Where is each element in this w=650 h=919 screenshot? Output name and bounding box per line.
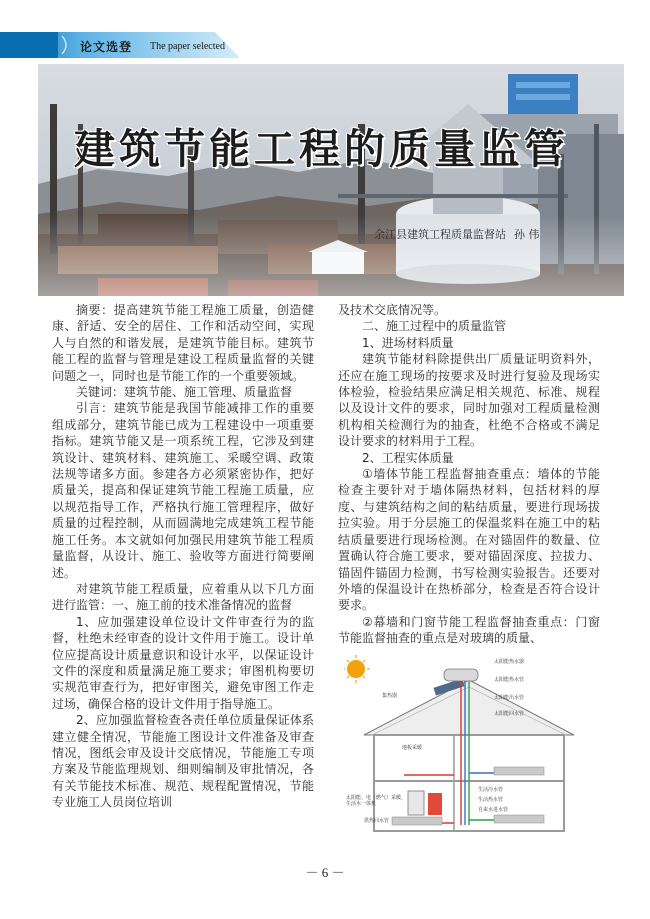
keywords-paragraph: 关键词：建筑节能、施工管理、质量监督 [76, 385, 293, 400]
quality-system-paragraph: 2、应加强监督检查各责任单位质量保证体系建立健全情况，节能施工图设计文件准备及审查情况，图纸会审及设计交底情况，节能施工专项方案及节能监理规划、细则编制及审批情况，各有关节能技术标准、规范、规程配置情况，节能专业施工人员岗位培训 [52, 713, 314, 810]
curtain-wall-paragraph: ②幕墙和门窗节能工程监督抽查重点：门窗节能监督抽查的重点是对玻璃的质量、 [338, 614, 600, 646]
figure-label-cold-water-pipe: 生活冷水管 [478, 787, 504, 793]
abstract-paragraph: 摘要：提高建筑节能工程施工质量，创造健康、舒适、安全的居住、工作和活动空间，实现人与自然的和谐发展，是建筑节能目标。建筑节能工程的监督与管理是建设工程质量监督的关键问题之一，同时也是节能工作的一个重要领域。 [52, 303, 314, 383]
figure-label-floor-heating: 地板采暖 [402, 745, 423, 751]
continuation-paragraph: 及技术交底情况等。 [338, 303, 447, 317]
author-byline [374, 226, 540, 242]
subheading-materials: 1、进场材料质量 [362, 335, 454, 350]
design-review-paragraph: 1、应加强建设单位设计文件审查行为的监督，杜绝未经审查的设计文件用于施工。设计单位应提高设计质量意识和设计水平，以保证设计文件的深度和质量满足施工要求；审图机构要切实规范审查行为，把好审图关，避免审图工作走过场，确保合格的设计文件用于指导施工。 [52, 614, 314, 711]
figure-label-hot-water-pipe: 生活热水管 [478, 797, 504, 803]
supervision-intro-paragraph: 对建筑节能工程质量，应着重从以下几方面进行监管：一、施工前的技术准备情况的监督 [52, 581, 314, 613]
article-title: 建筑节能工程的质量监管 [74, 125, 569, 173]
figure-label-solar-return-pipe: 太阳能回水管 [494, 711, 525, 717]
figure-label-tap-water-inlet: 自来水进水管 [478, 807, 509, 813]
figure-label-collector: 集热器 [382, 693, 398, 699]
industrial-plant-illustration [38, 64, 624, 296]
page-number: － 6 － [305, 865, 345, 880]
figure-label-water-heater: 太阳能热水器 [494, 659, 525, 665]
figure-label-solar-outlet-pipe: 太阳能出水管 [494, 695, 525, 701]
section-heading-construction: 二、施工过程中的质量监管 [362, 319, 507, 334]
right-column [338, 302, 600, 647]
section-label-en: The paper selected [150, 41, 225, 52]
introduction-paragraph: 引言：建筑节能是我国节能减排工作的重要组成部分，建筑节能已成为工程建设中一项重要指标。建筑节能又是一项系统工程，它涉及到建筑设计、建筑材料、建筑施工、采暖空调、政策法规等诸多方面。参建各方必须紧密协作，把好质量关，提高和保证建筑节能工程施工质量，应以规范指导工作，严格执行施工管理程序，做好质量的过程控制，从而圆满地完成建筑工程节能施工任务。本文就如何加强民用建筑节能工程质量监督，从设计、施工、验收等方面进行简要阐述。 [52, 401, 314, 580]
left-column [52, 302, 314, 811]
wall-inspection-paragraph: ①墙体节能工程监督抽查重点：墙体的节能检查主要针对于墙体隔热材料，包括材料的厚度、与建筑结构之间的粘结质量，要进行现场拔拉实验。用于分层施工的保温浆料在施工中的粘结质量要进行现场检测。在对锚固件的数量、位置确认符合施工要求，要对锚固深度、拉拔力、锚固件锚固力检测，书写检测实验报告。还要对外墙的保温设计在热桥部分，检查是否符合设计要求。 [338, 467, 600, 613]
title-banner [38, 64, 624, 296]
author-name: 孙 伟 [514, 228, 540, 241]
section-label-zh: 论文选登 [80, 40, 133, 54]
solar-heating-system-diagram [344, 655, 594, 835]
materials-paragraph: 建筑节能材料除提供出厂质量证明资料外，还应在施工现场的按要求及时进行复验及现场实体检验，检验结果应满足相关规范、标准、规程以及设计文件的要求，同时加强对工程质量检测机构相关检测行为的抽查，杜绝不合格或不满足设计要求的材料用于工程。 [338, 352, 600, 449]
figure-label-integrated-unit: 太阳能、电（燃气）采暖、生活水一体机 [346, 795, 407, 807]
figure-label-solar-hot-pipe: 太阳能热水管 [494, 677, 525, 683]
house-cross-section-illustration [344, 655, 594, 835]
figure-label-return-pipe: 供热回水管 [364, 818, 390, 824]
author-organization: 余江县建筑工程质量监督站 [374, 228, 506, 241]
subheading-entity-quality: 2、工程实体质量 [362, 450, 454, 465]
